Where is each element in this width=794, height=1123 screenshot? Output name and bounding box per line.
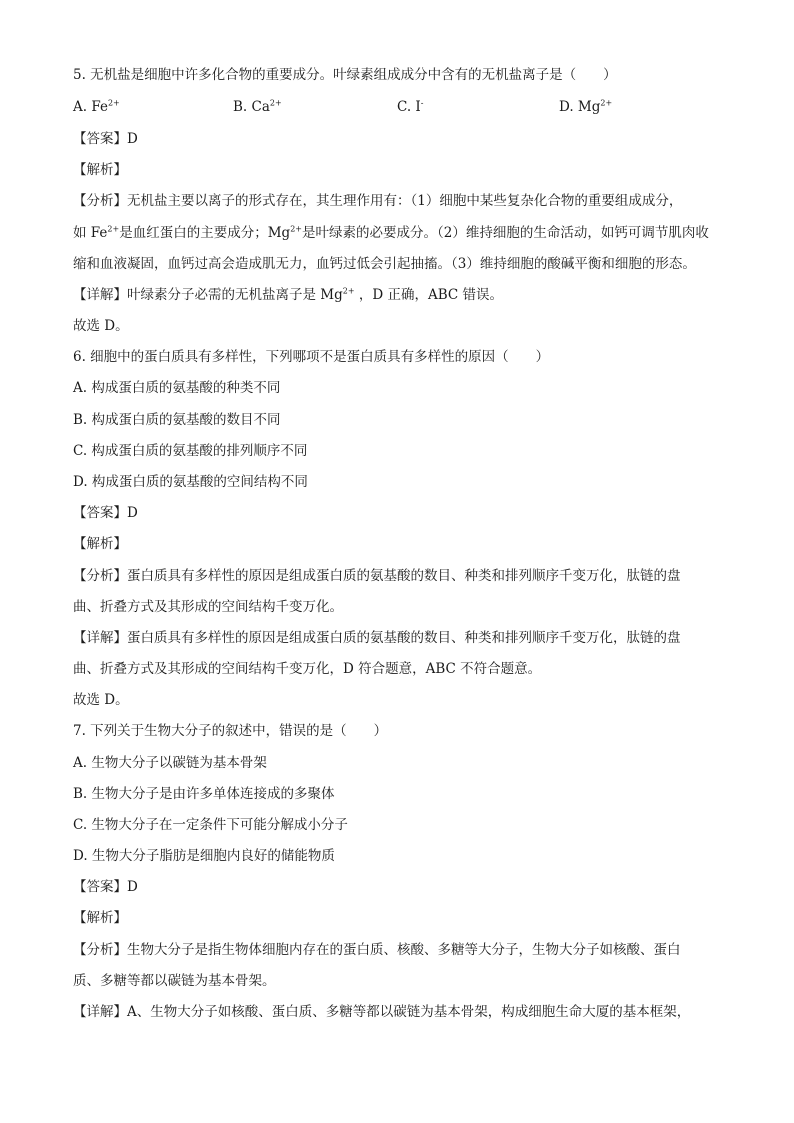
- q5-jiexi-heading: 【解析】: [73, 162, 127, 178]
- q6-conclusion: 故选 D。: [73, 692, 129, 708]
- q6-analysis-line-1: 【分析】蛋白质具有多样性的原因是组成蛋白质的氨基酸的数目、种类和排列顺序千变万化，肽链的盘: [73, 568, 681, 584]
- q5-option-b: B. $Ca^{2+}$: [233, 98, 282, 115]
- q5-option-d: D. $Mg^{2+}$: [559, 98, 613, 115]
- q7-analysis-line-2: 质、多糖等都以碳链为基本骨架。: [73, 973, 276, 989]
- q5-analysis-line-2: 如 $Fe^{2+}$是血红蛋白的主要成分；$Mg^{2+}$是叶绿素的必要成分。（2）维持细胞的生命活动，如钙可调节肌肉收: [73, 224, 709, 241]
- q6-option-d: D. 构成蛋白质的氨基酸的空间结构不同: [73, 474, 308, 490]
- q7-detail-line-1: 【详解】A、生物大分子如核酸、蛋白质、多糖等都以碳链为基本骨架，构成细胞生命大厦的基本框架，: [73, 1004, 691, 1020]
- q7-analysis-line-1: 【分析】生物大分子是指生物体细胞内存在的蛋白质、核酸、多糖等大分子，生物大分子如核酸、蛋白: [73, 942, 681, 958]
- q6-option-a: A. 构成蛋白质的氨基酸的种类不同: [73, 380, 281, 396]
- q5-analysis-line-3: 缩和血液凝固，血钙过高会造成肌无力，血钙过低会引起抽搐。（3）维持细胞的酸碱平衡和细胞的形态。: [73, 256, 696, 272]
- q6-answer: 【答案】D: [73, 505, 138, 521]
- q7-option-c: C. 生物大分子在一定条件下可能分解成小分子: [73, 817, 348, 833]
- q5-answer: 【答案】D: [73, 131, 138, 147]
- q7-option-b: B. 生物大分子是由许多单体连接成的多聚体: [73, 786, 335, 802]
- q6-detail-line-1: 【详解】蛋白质具有多样性的原因是组成蛋白质的氨基酸的数目、种类和排列顺序千变万化，肽链的盘: [73, 630, 681, 646]
- q5-analysis-line-1: 【分析】无机盐主要以离子的形式存在，其生理作用有：（1）细胞中某些复杂化合物的重要组成成分，: [73, 193, 683, 209]
- q6-option-b: B. 构成蛋白质的氨基酸的数目不同: [73, 412, 281, 428]
- q7-answer: 【答案】D: [73, 879, 138, 895]
- q6-jiexi-heading: 【解析】: [73, 536, 127, 552]
- q5-option-a: A. $Fe^{2+}$: [73, 98, 120, 115]
- q6-detail-line-2: 曲、折叠方式及其形成的空间结构千变万化，D 符合题意，ABC 不符合题意。: [73, 661, 542, 677]
- q5-option-c: C. I-: [397, 98, 424, 115]
- q7-option-d: D. 生物大分子脂肪是细胞内良好的储能物质: [73, 848, 335, 864]
- q7-option-a: A. 生物大分子以碳链为基本骨架: [73, 755, 267, 771]
- q7-stem: 7. 下列关于生物大分子的叙述中，错误的是（ ）: [73, 723, 388, 739]
- q6-stem: 6. 细胞中的蛋白质具有多样性，下列哪项不是蛋白质具有多样性的原因（ ）: [73, 349, 550, 365]
- q7-jiexi-heading: 【解析】: [73, 910, 127, 926]
- q5-detail: 【详解】叶绿素分子必需的无机盐离子是 $Mg^{2+}$ ，D 正确，ABC 错误。: [73, 286, 504, 303]
- q6-analysis-line-2: 曲、折叠方式及其形成的空间结构千变万化。: [73, 599, 343, 615]
- q5-conclusion: 故选 D。: [73, 318, 129, 334]
- q5-stem: 5. 无机盐是细胞中许多化合物的重要成分。叶绿素组成成分中含有的无机盐离子是（ ）: [73, 67, 617, 83]
- q6-option-c: C. 构成蛋白质的氨基酸的排列顺序不同: [73, 443, 308, 459]
